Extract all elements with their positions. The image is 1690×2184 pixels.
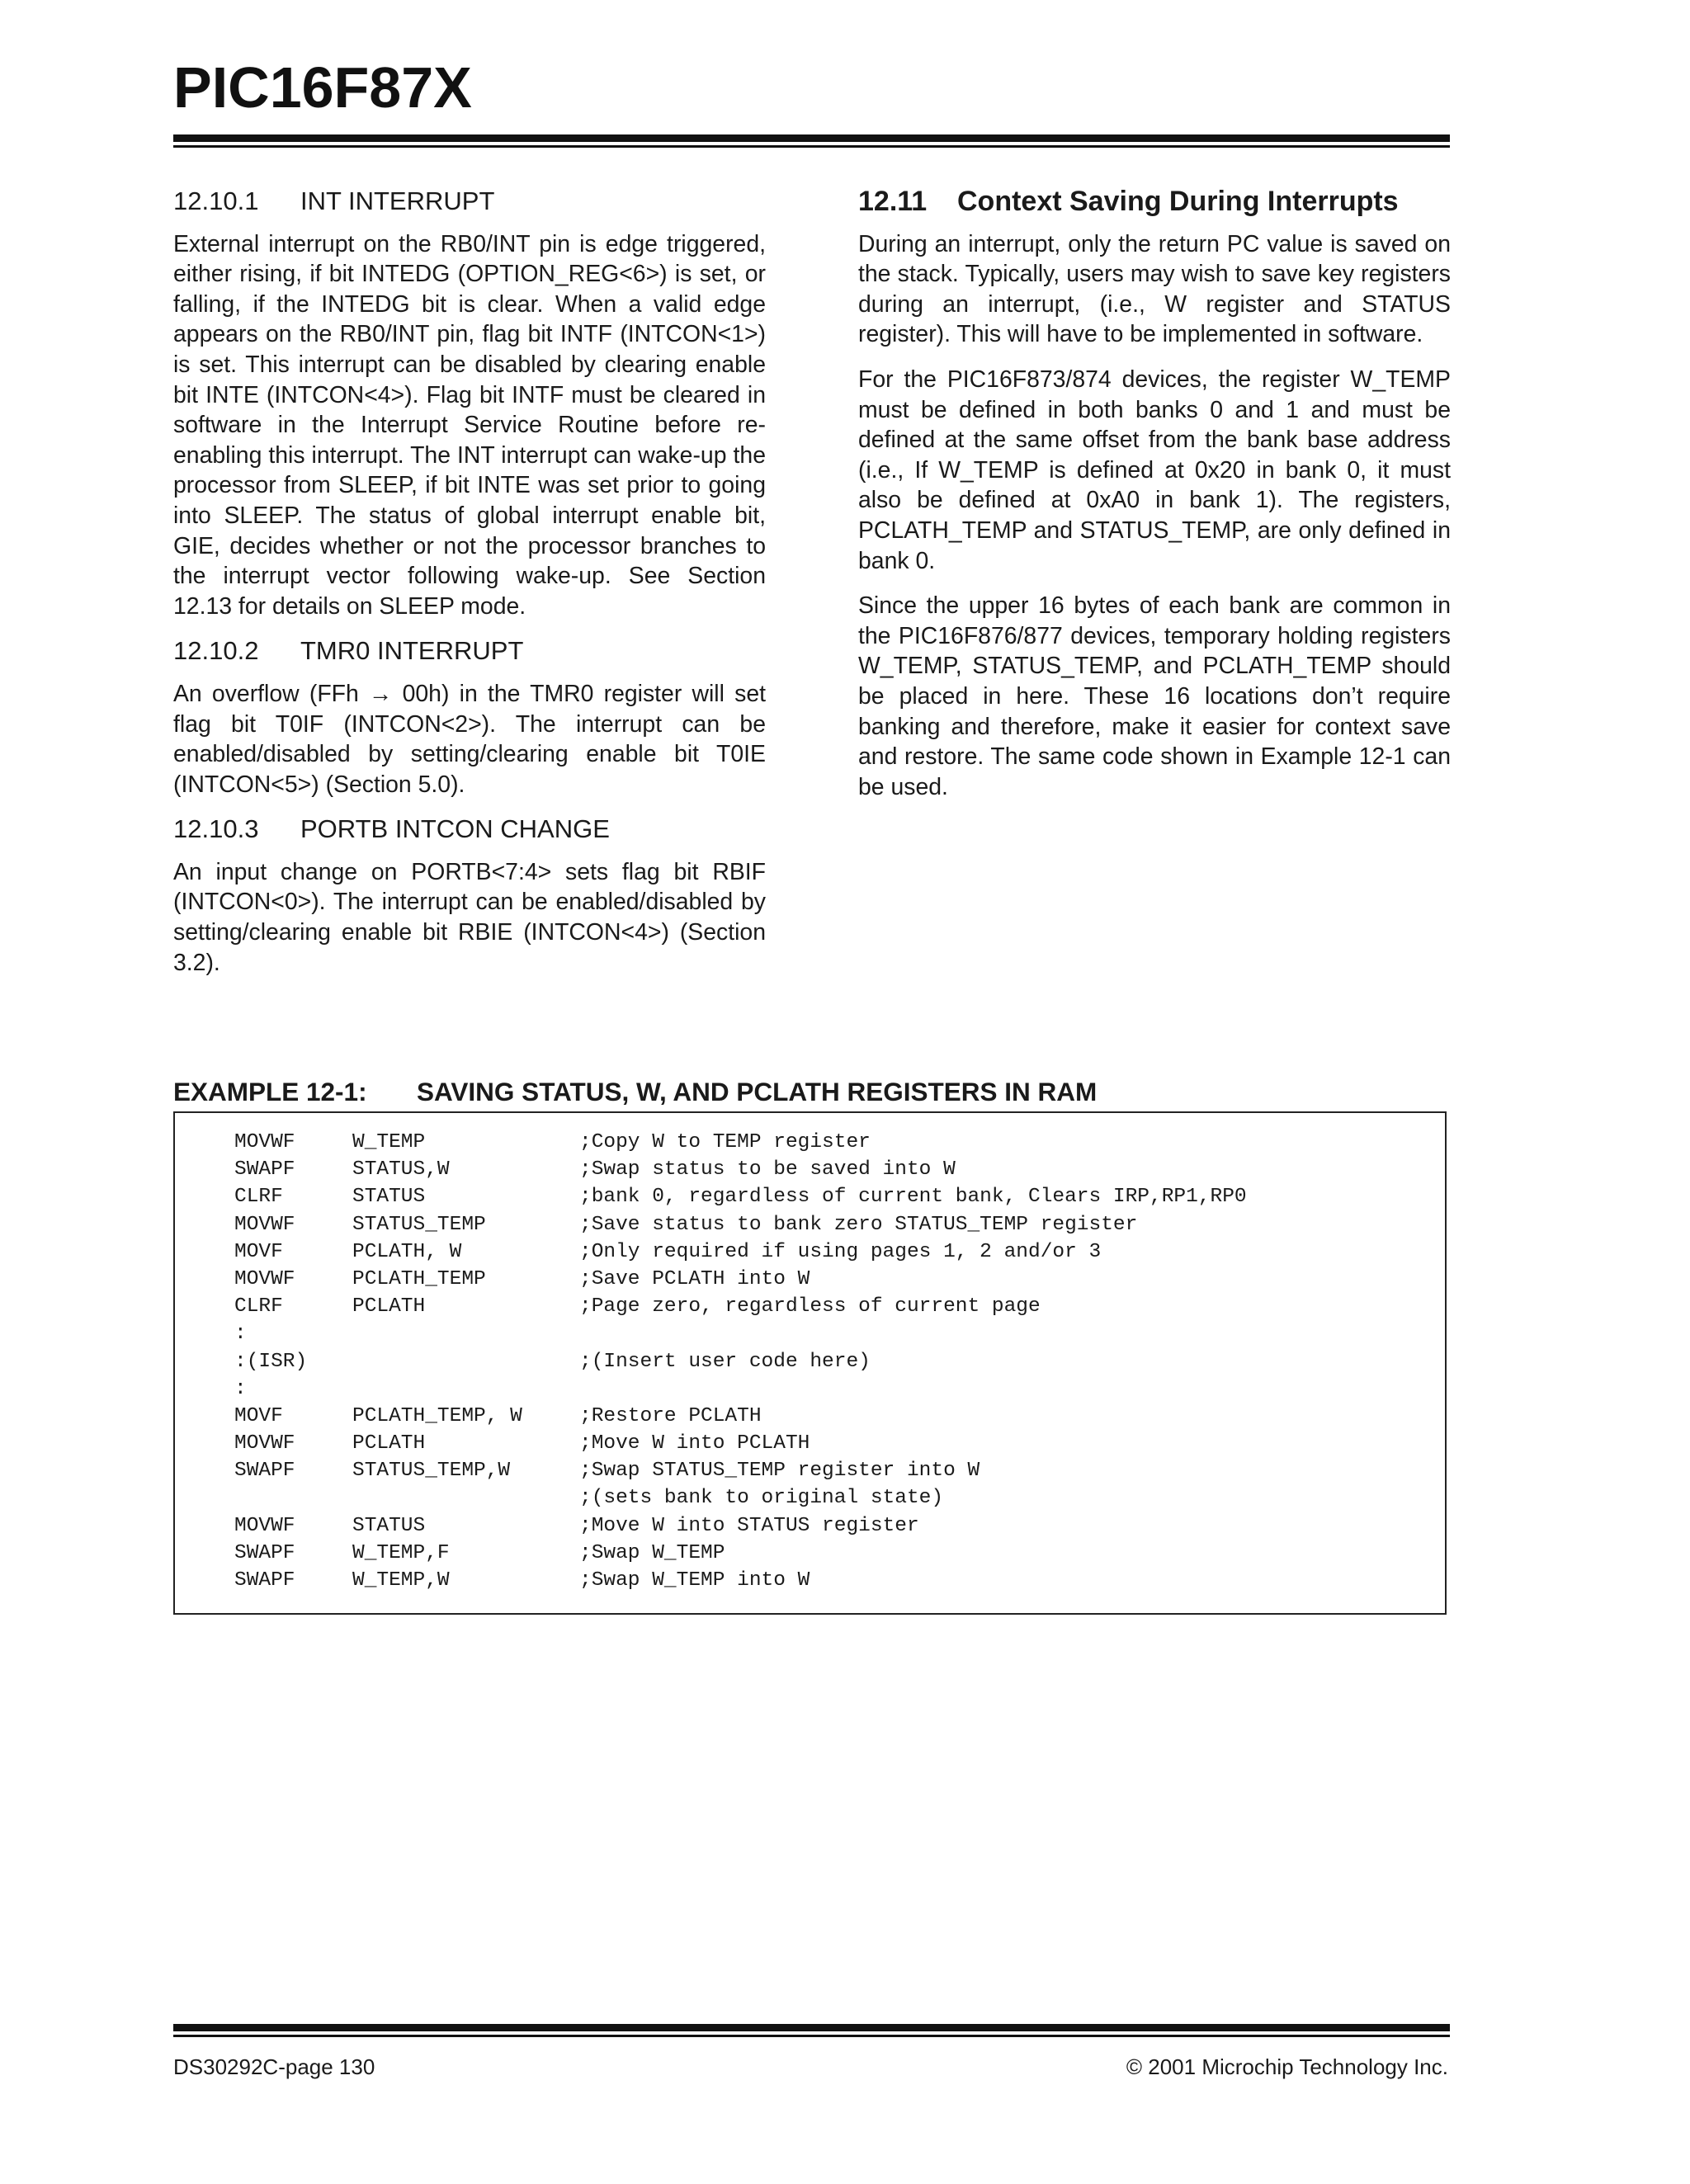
header-rule-thin <box>173 145 1450 148</box>
example-caption: SAVING STATUS, W, AND PCLATH REGISTERS IN RAM <box>417 1077 1098 1106</box>
section-title: PORTB INTCON CHANGE <box>300 814 610 844</box>
code-comment: ;Move W into STATUS register <box>579 1514 919 1537</box>
right-column <box>858 182 1451 817</box>
section-number: 12.11 <box>858 186 928 217</box>
code-comment: ;Save status to bank zero STATUS_TEMP register <box>579 1213 1138 1236</box>
code-comment: ;Restore PCLATH <box>579 1404 762 1427</box>
code-operand: STATUS_TEMP,W <box>352 1460 511 1483</box>
code-operand: PCLATH_TEMP, W <box>352 1404 522 1427</box>
page-title: PIC16F87X <box>173 55 472 120</box>
code-comment: ;(sets bank to original state) <box>579 1487 944 1510</box>
code-opcode: SWAPF <box>234 1460 295 1483</box>
code-operand: PCLATH <box>352 1295 426 1318</box>
code-comment: ;Swap status to be saved into W <box>579 1158 956 1182</box>
code-comment: ;Swap W_TEMP into W <box>579 1569 810 1592</box>
code-opcode: CLRF <box>234 1295 283 1318</box>
code-comment: ;(Insert user code here) <box>579 1350 871 1373</box>
section-number: 12.10.2 <box>173 636 259 666</box>
code-opcode: MOVWF <box>234 1131 295 1153</box>
section-number: 12.10.3 <box>173 814 259 844</box>
code-comment: ;Swap STATUS_TEMP register into W <box>579 1460 980 1483</box>
paragraph: For the PIC16F873/874 devices, the register W_TEMP must be defined in both banks 0 and 1 and must be defined at the same offset from the bank base address (i.e., If W_TEMP is defined at 0x20 in bank 0, it must also be defined at 0xA0 in bank 1). The registers, PCLATH_TEMP and STATUS_TEMP, are only defined in bank 0. <box>858 366 1451 574</box>
section-heading-12-11 <box>858 186 1451 217</box>
code-comment: ;Move W into PCLATH <box>579 1432 810 1455</box>
footer-rule-thick <box>173 2024 1450 2031</box>
code-operand: PCLATH <box>352 1432 426 1455</box>
footer-copyright: © 2001 Microchip Technology Inc. <box>1126 2054 1448 2079</box>
section-heading-12-10-2 <box>173 636 766 667</box>
code-operand: W_TEMP,W <box>352 1569 450 1592</box>
code-operand: PCLATH_TEMP <box>352 1267 486 1290</box>
code-opcode: SWAPF <box>234 1541 295 1564</box>
code-opcode: : <box>234 1323 247 1346</box>
code-comment: ;Copy W to TEMP register <box>579 1131 871 1153</box>
section-heading-12-10-1 <box>173 186 766 217</box>
footer-rule-thin <box>173 2035 1450 2037</box>
section-number: 12.10.1 <box>173 186 259 215</box>
code-opcode: MOVWF <box>234 1213 295 1236</box>
example-title <box>173 1077 1097 1107</box>
code-opcode: MOVF <box>234 1404 283 1427</box>
code-comment: ;bank 0, regardless of current bank, Clears IRP,RP1,RP0 <box>579 1186 1247 1209</box>
code-operand: PCLATH, W <box>352 1240 462 1263</box>
code-operand: STATUS_TEMP <box>352 1213 486 1236</box>
code-comment: ;Only required if using pages 1, 2 and/or 3 <box>579 1240 1102 1263</box>
code-opcode: :(ISR) <box>234 1350 308 1373</box>
code-opcode: SWAPF <box>234 1569 295 1592</box>
code-comment: ;Swap W_TEMP <box>579 1541 725 1564</box>
code-operand: W_TEMP,F <box>352 1541 450 1564</box>
section-title: Context Saving During Interrupts <box>957 186 1399 217</box>
paragraph: An input change on PORTB<7:4> sets flag bit RBIF (INTCON<0>). The interrupt can be enabled/disabled by setting/clearing enable bit RBIE (INTCON<4>) (Section 3.2). <box>173 858 766 976</box>
code-opcode: MOVF <box>234 1240 283 1263</box>
code-listing <box>173 1111 1447 1615</box>
code-comment: ;Save PCLATH into W <box>579 1267 810 1290</box>
example-number: EXAMPLE 12-1: <box>173 1077 367 1106</box>
code-operand: STATUS,W <box>352 1158 450 1182</box>
code-comment: ;Page zero, regardless of current page <box>579 1295 1041 1318</box>
code-opcode: SWAPF <box>234 1158 295 1182</box>
code-opcode: MOVWF <box>234 1267 295 1290</box>
paragraph: During an interrupt, only the return PC value is saved on the stack. Typically, users may wish to save key registers during an interrupt, (i.e., W register and STATUS register). This will have to be implemented in software. <box>858 230 1451 348</box>
code-opcode: CLRF <box>234 1186 283 1209</box>
section-title: INT INTERRUPT <box>300 186 495 215</box>
paragraph: Since the upper 16 bytes of each bank are common in the PIC16F876/877 devices, temporary holding registers W_TEMP, STATUS_TEMP, and PCLATH_TEMP should be placed in here. These 16 locations don’t require banking and therefore, make it easier for context save and restore. The same code shown in Example 12-1 can be used. <box>858 592 1451 800</box>
section-heading-12-10-3 <box>173 814 766 845</box>
paragraph: An overflow (FFh → 00h) in the TMR0 register will set flag bit T0IF (INTCON<2>). The interrupt can be enabled/disabled by setting/clearing enable bit T0IE (INTCON<5>) (Section 5.0). <box>173 680 766 798</box>
section-title: TMR0 INTERRUPT <box>300 636 524 666</box>
code-opcode: : <box>234 1377 247 1400</box>
code-opcode: MOVWF <box>234 1432 295 1455</box>
left-column <box>173 182 766 993</box>
code-opcode: MOVWF <box>234 1514 295 1537</box>
code-operand: STATUS <box>352 1186 426 1209</box>
code-operand: W_TEMP <box>352 1131 426 1153</box>
paragraph: External interrupt on the RB0/INT pin is edge triggered, either rising, if bit INTEDG (OPTION_REG<6>) is set, or falling, if the INTEDG bit is clear. When a valid edge appears on the RB0/INT pin, flag bit INTF (INTCON<1>) is set. This interrupt can be disabled by clearing enable bit INTE (INTCON<4>). Flag bit INTF must be cleared in software in the Interrupt Service Routine before re-enabling this interrupt. The INT interrupt can wake-up the processor from SLEEP, if bit INTE was set prior to going into SLEEP. The status of global interrupt enable bit, GIE, decides whether or not the processor branches to the interrupt vector following wake-up. See Section 12.13 for details on SLEEP mode. <box>173 230 766 620</box>
header-rule-thick <box>173 134 1450 142</box>
code-operand: STATUS <box>352 1514 426 1537</box>
footer-doc-id: DS30292C-page 130 <box>173 2054 375 2079</box>
